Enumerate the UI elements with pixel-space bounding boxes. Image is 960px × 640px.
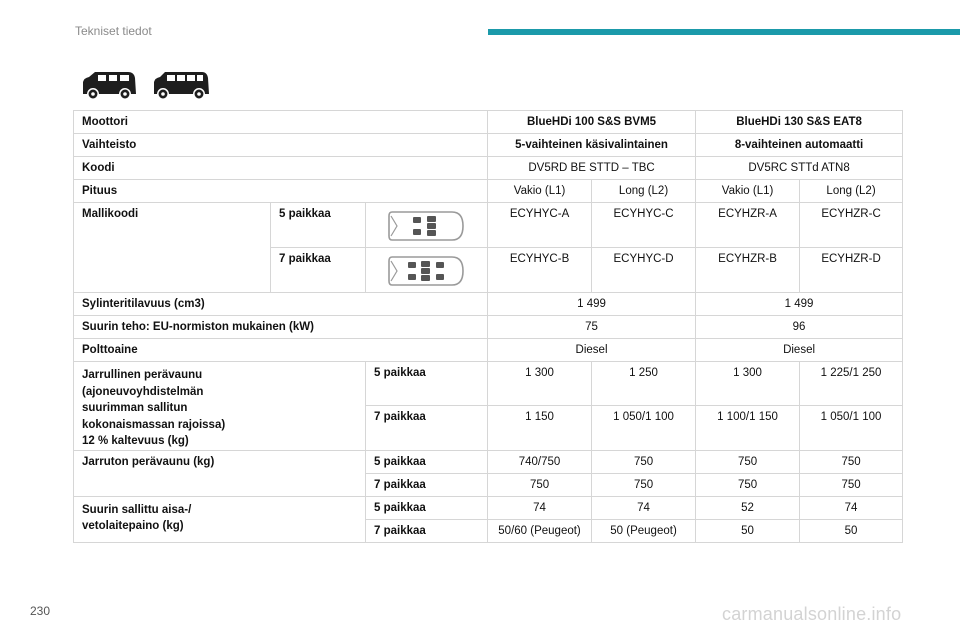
code-col1: DV5RD BE STTD – TBC — [488, 157, 696, 180]
power-col1: 75 — [488, 316, 696, 339]
braked-7-v1: 1 150 — [488, 406, 592, 450]
engine-col1: BlueHDi 100 S&S BVM5 — [488, 111, 696, 134]
unbraked-7-v4: 750 — [800, 473, 903, 496]
seats-7-label: 7 paikkaa — [271, 248, 366, 293]
header-accent-bar — [488, 29, 960, 35]
nose-5-v2: 74 — [592, 496, 696, 519]
displacement-col2: 1 499 — [696, 293, 903, 316]
row-label-unbraked-trailer: Jarruton perävaunu (kg) — [74, 450, 366, 496]
nose-7-v2: 50 (Peugeot) — [592, 519, 696, 542]
row-label-braked-trailer — [74, 362, 366, 451]
unbraked-5-v4: 750 — [800, 450, 903, 473]
fuel-col2: Diesel — [696, 339, 903, 362]
seats-5-label: 5 paikkaa — [271, 203, 366, 248]
vehicle-icons — [80, 70, 210, 100]
braked-7-v4: 1 050/1 100 — [800, 406, 903, 450]
unbraked-5-v1: 740/750 — [488, 450, 592, 473]
braked-trailer-label-line: kokonaismassan rajoissa) — [82, 418, 226, 431]
braked-7-v2: 1 050/1 100 — [592, 406, 696, 450]
braked-5-v4: 1 225/1 250 — [800, 362, 903, 406]
braked-trailer-label-line: (ajoneuvoyhdistelmän — [82, 385, 204, 398]
table-row — [74, 293, 903, 316]
model-7-v3: ECYHZR-B — [696, 248, 800, 293]
braked-trailer-label-line: Jarrullinen perävaunu — [82, 369, 203, 381]
gearbox-col1: 5-vaihteinen käsivalintainen — [488, 134, 696, 157]
braked-seats-5-label: 5 paikkaa — [366, 362, 488, 406]
displacement-col1: 1 499 — [488, 293, 696, 316]
nose-7-v3: 50 — [696, 519, 800, 542]
row-label-displacement: Sylinteritilavuus (cm3) — [74, 293, 488, 316]
row-label-engine: Moottori — [74, 111, 488, 134]
table-row — [74, 339, 903, 362]
unbraked-7-v3: 750 — [696, 473, 800, 496]
model-7-v4: ECYHZR-D — [800, 248, 903, 293]
section-title: Tekniset tiedot — [75, 24, 152, 38]
model-5-v3: ECYHZR-A — [696, 203, 800, 248]
nose-7-v4: 50 — [800, 519, 903, 542]
nose-5-v4: 74 — [800, 496, 903, 519]
technical-specs-table — [73, 110, 903, 543]
braked-trailer-label-line: suurimman sallitun — [82, 402, 188, 414]
fuel-col1: Diesel — [488, 339, 696, 362]
unbraked-seats-5-label: 5 paikkaa — [366, 450, 488, 473]
table-row — [74, 316, 903, 339]
code-col2: DV5RC STTd ATN8 — [696, 157, 903, 180]
model-5-v1: ECYHYC-A — [488, 203, 592, 248]
seat-layout-7-icon — [386, 253, 468, 289]
unbraked-5-v2: 750 — [592, 450, 696, 473]
nose-seats-7-label: 7 paikkaa — [366, 519, 488, 542]
braked-5-v3: 1 300 — [696, 362, 800, 406]
nose-5-v1: 74 — [488, 496, 592, 519]
nose-5-v3: 52 — [696, 496, 800, 519]
table-row — [74, 134, 903, 157]
model-5-v2: ECYHYC-C — [592, 203, 696, 248]
length-v1: Vakio (L1) — [488, 180, 592, 203]
table-row — [74, 180, 903, 203]
model-7-v2: ECYHYC-D — [592, 248, 696, 293]
table-row — [74, 203, 903, 248]
model-7-v1: ECYHYC-B — [488, 248, 592, 293]
braked-trailer-label-line: 12 % kaltevuus (kg) — [82, 435, 189, 447]
row-label-model-code: Mallikoodi — [74, 203, 271, 293]
table-row — [74, 157, 903, 180]
row-label-nose-weight — [74, 496, 366, 542]
unbraked-seats-7-label: 7 paikkaa — [366, 473, 488, 496]
braked-7-v3: 1 100/1 150 — [696, 406, 800, 450]
length-v4: Long (L2) — [800, 180, 903, 203]
gearbox-col2: 8-vaihteinen automaatti — [696, 134, 903, 157]
row-label-power: Suurin teho: EU-normiston mukainen (kW) — [74, 316, 488, 339]
vehicle-long-icon — [152, 70, 210, 100]
length-v3: Vakio (L1) — [696, 180, 800, 203]
row-label-fuel: Polttoaine — [74, 339, 488, 362]
unbraked-5-v3: 750 — [696, 450, 800, 473]
unbraked-7-v2: 750 — [592, 473, 696, 496]
page-number: 230 — [30, 604, 51, 618]
seat-layout-5-icon — [386, 208, 468, 244]
braked-seats-7-label: 7 paikkaa — [366, 406, 488, 450]
table-row — [74, 362, 903, 406]
table-row — [74, 111, 903, 134]
power-col2: 96 — [696, 316, 903, 339]
engine-col2: BlueHDi 130 S&S EAT8 — [696, 111, 903, 134]
watermark: carmanualsonline.info — [722, 604, 902, 624]
row-label-code: Koodi — [74, 157, 488, 180]
length-v2: Long (L2) — [592, 180, 696, 203]
vehicle-short-icon — [80, 70, 138, 100]
nose-weight-label-line: Suurin sallittu aisa-/ — [82, 503, 192, 516]
table-row — [74, 450, 903, 473]
model-5-v4: ECYHZR-C — [800, 203, 903, 248]
nose-weight-label-line: vetolaitepaino (kg) — [82, 520, 184, 532]
unbraked-7-v1: 750 — [488, 473, 592, 496]
nose-7-v1: 50/60 (Peugeot) — [488, 519, 592, 542]
braked-5-v2: 1 250 — [592, 362, 696, 406]
row-label-gearbox: Vaihteisto — [74, 134, 488, 157]
braked-5-v1: 1 300 — [488, 362, 592, 406]
nose-seats-5-label: 5 paikkaa — [366, 496, 488, 519]
row-label-length: Pituus — [74, 180, 488, 203]
table-row — [74, 496, 903, 519]
